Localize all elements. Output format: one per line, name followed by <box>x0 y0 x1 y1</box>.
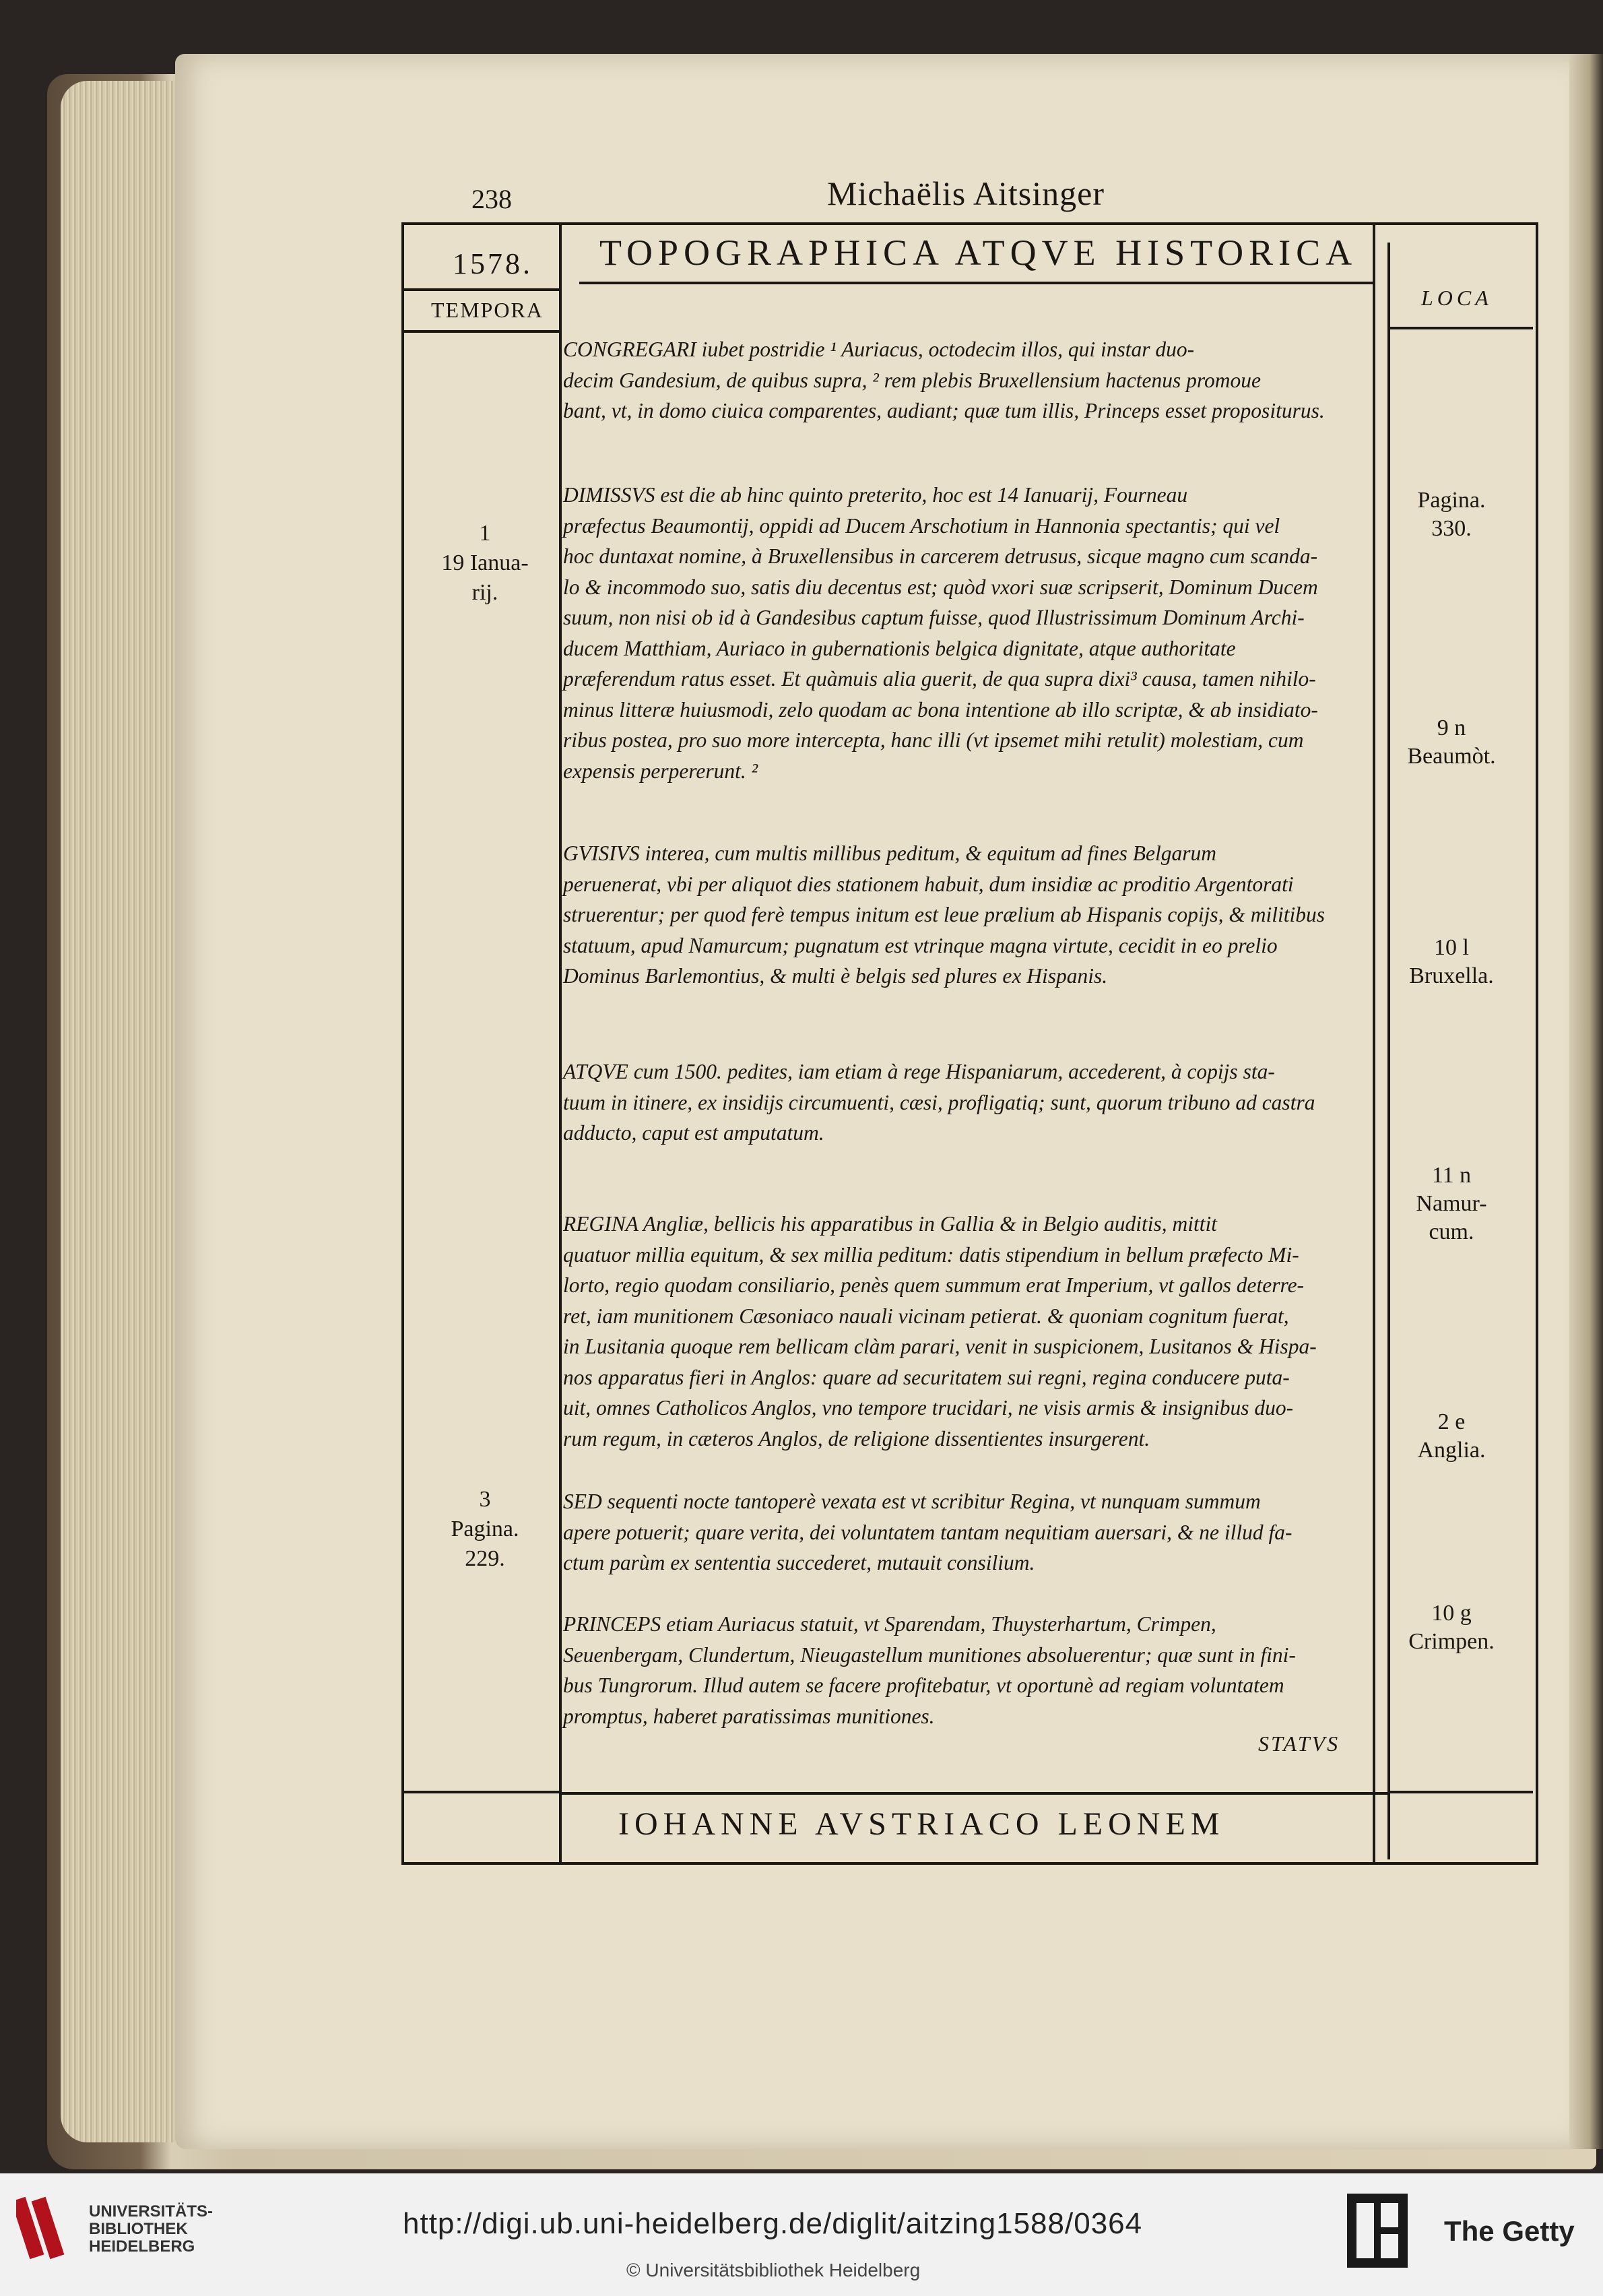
footer-title: IOHANNE AVSTRIACO LEONEM <box>618 1806 1225 1842</box>
paragraph-princeps: PRINCEPS etiam Auriacus statuit, vt Sparendam, Thuysterhartum, Crimpen, Seuenbergam, Clundertum, Nieugastellum munitiones absoluerentur; quæ sunt in fini- bus Tungrorum. Illud autem se facere profitebatur, vt oportunè ad regiam voluntatem promptus, haberet paratissimas munitiones. <box>563 1612 1296 1728</box>
footer-title-rule <box>559 1792 1387 1795</box>
paragraph-guisius: GVISIVS interea, cum multis millibus peditum, & equitum ad fines Belgarum peruenerat, vbi per aliquot dies stationem habuit, dum insidiæ ac proditio Argentorati struerentur; per quod ferè tempus initum est leue prælium ab Hispanis copijs, & militibus statuum, apud Namurcum; pugnatum est vtrinque magna virtute, cecidit in eo prelio Dominus Barlemontius, & multi è belgis sed plures ex Hispanis. <box>563 841 1326 988</box>
getty-name: The Getty <box>1444 2215 1575 2247</box>
loca-heading: LOCA <box>1421 286 1493 310</box>
page-number: 238 <box>471 184 512 214</box>
year-rule <box>404 288 559 291</box>
viewer-footer <box>0 2173 1603 2296</box>
title-rule <box>579 282 1373 284</box>
running-head-author: Michaëlis Aitsinger <box>827 174 1105 212</box>
loca-bottom-rule <box>1389 1791 1533 1793</box>
university-library-name: UNIVERSITÄTS- BIBLIOTHEK HEIDELBERG <box>89 2202 214 2256</box>
margin-note-page-ref: 3 Pagina. 229. <box>451 1487 519 1571</box>
paragraph-sed: SED sequenti nocte tantoperè vexata est vt scribitur Regina, vt nunquam summum apere potuerit; quare verita, dei voluntatem tantam nequitiam auersari, & ne illud fa- ctum parùm ex sententia succederet, mutauit consilium. <box>563 1490 1293 1574</box>
column-rule-left-inner <box>559 222 562 1862</box>
copyright-notice: © Universitätsbibliothek Heidelberg <box>626 2260 921 2281</box>
loca-rule <box>1389 327 1533 329</box>
column-rule-right-outer <box>1387 243 1390 1859</box>
section-title: TOPOGRAPHICA ATQVE HISTORICA <box>599 232 1358 273</box>
paragraph-atque: ATQVE cum 1500. pedites, iam etiam à rege Hispaniarum, accederent, à copijs sta- tuum in itinere, ex insidijs circumuenti, cæsi, profligatiq; sunt, quorum tribuno ad castra adducto, caput est amputatum. <box>563 1060 1315 1145</box>
loca-note-beaumont: 9 n Beaumòt. <box>1407 715 1496 769</box>
column-rule-right-inner <box>1373 222 1375 1862</box>
loca-note-namurcum: 11 n Namur- cum. <box>1416 1163 1487 1244</box>
tempora-bottom-rule <box>404 1791 559 1793</box>
margin-note-date: 1 19 Ianua- rij. <box>441 521 529 605</box>
tempora-rule <box>404 330 559 333</box>
getty-logo-icon <box>1347 2194 1408 2268</box>
year-label: 1578. <box>453 247 533 280</box>
university-library-logo-icon <box>16 2191 74 2265</box>
permalink-url[interactable]: http://digi.ub.uni-heidelberg.de/diglit/aitzing1588/0364 <box>403 2207 1143 2240</box>
page-right-edge <box>1569 54 1603 2149</box>
loca-note-anglia: 2 e Anglia. <box>1417 1409 1486 1463</box>
loca-note-crimpen: 10 g Crimpen. <box>1408 1601 1495 1654</box>
paragraph-regina: REGINA Angliæ, bellicis his apparatibus in Gallia & in Belgio auditis, mittit quatuor millia equitum, & sex millia peditum: datis stipendium in bellum præfecto Mi- lorto, regio quodam consiliario, penès quem summum erat Imperium, vt gallos deterre- ret, iam munitionem Cæsoniaco nauali vicinam petierat. & quoniam cognitum fuerat, in Lusitania quoque rem bellicam clàm parari, venit in suspicionem, Lusitanos & Hispa- nos apparatus fieri in Anglos: quare ad securitatem sui regni, regina conducere puta- uit, omnes Catholicos Anglos, vno tempore trucidari, ne visis armis & insignibus duo- rum regum, in cæteros Anglos, de religione dissentientes insurgerent. <box>563 1212 1317 1450</box>
catchword: STATVS <box>1258 1731 1340 1756</box>
loca-note-pagina: Pagina. 330. <box>1417 488 1486 541</box>
tempora-heading: TEMPORA <box>431 298 544 322</box>
page-edges <box>61 81 189 2142</box>
loca-note-bruxella: 10 l Bruxella. <box>1409 935 1494 988</box>
paragraph-dimissus: DIMISSVS est die ab hinc quinto preterito, hoc est 14 Ianuarij, Fourneau præfectus Beaumontij, oppidi ad Ducem Arschotium in Hannonia spectantis; qui vel hoc duntaxat nomine, à Bruxellensibus in carcerem detrusus, sicque magno cum scanda- lo & incommodo suo, satis diu decentus est; quòd vxori suæ scripserit, Dominum Ducem suum, non nisi ob id à Gandesibus captum fuisse, quod Illustrissimum Dominum Archi- ducem Matthiam, Auriaco in gubernationis belgica dignitate, atque authoritate præferendum ratus esset. Et quàmuis alia guerit, de qua supra dixi³ causa, tamen nihilo- minus litteræ huiusmodi, zelo quodam ac bona intentione ab illo scriptæ, & ab insidiato- ribus postea, pro suo more intercepta, hanc illi (vt ipsemet mihi retulit) molestiam, cum expensis perpererunt. ² <box>563 483 1318 783</box>
paragraph-congregari: CONGREGARI iubet postridie ¹ Auriacus, octodecim illos, qui instar duo- decim Gandesium, de quibus supra, ² rem plebis Bruxellensium hactenus promoue bant, vt, in domo ciuica comparentes, audiant; quæ tum illis, Princeps esset propositurus. <box>563 338 1325 422</box>
